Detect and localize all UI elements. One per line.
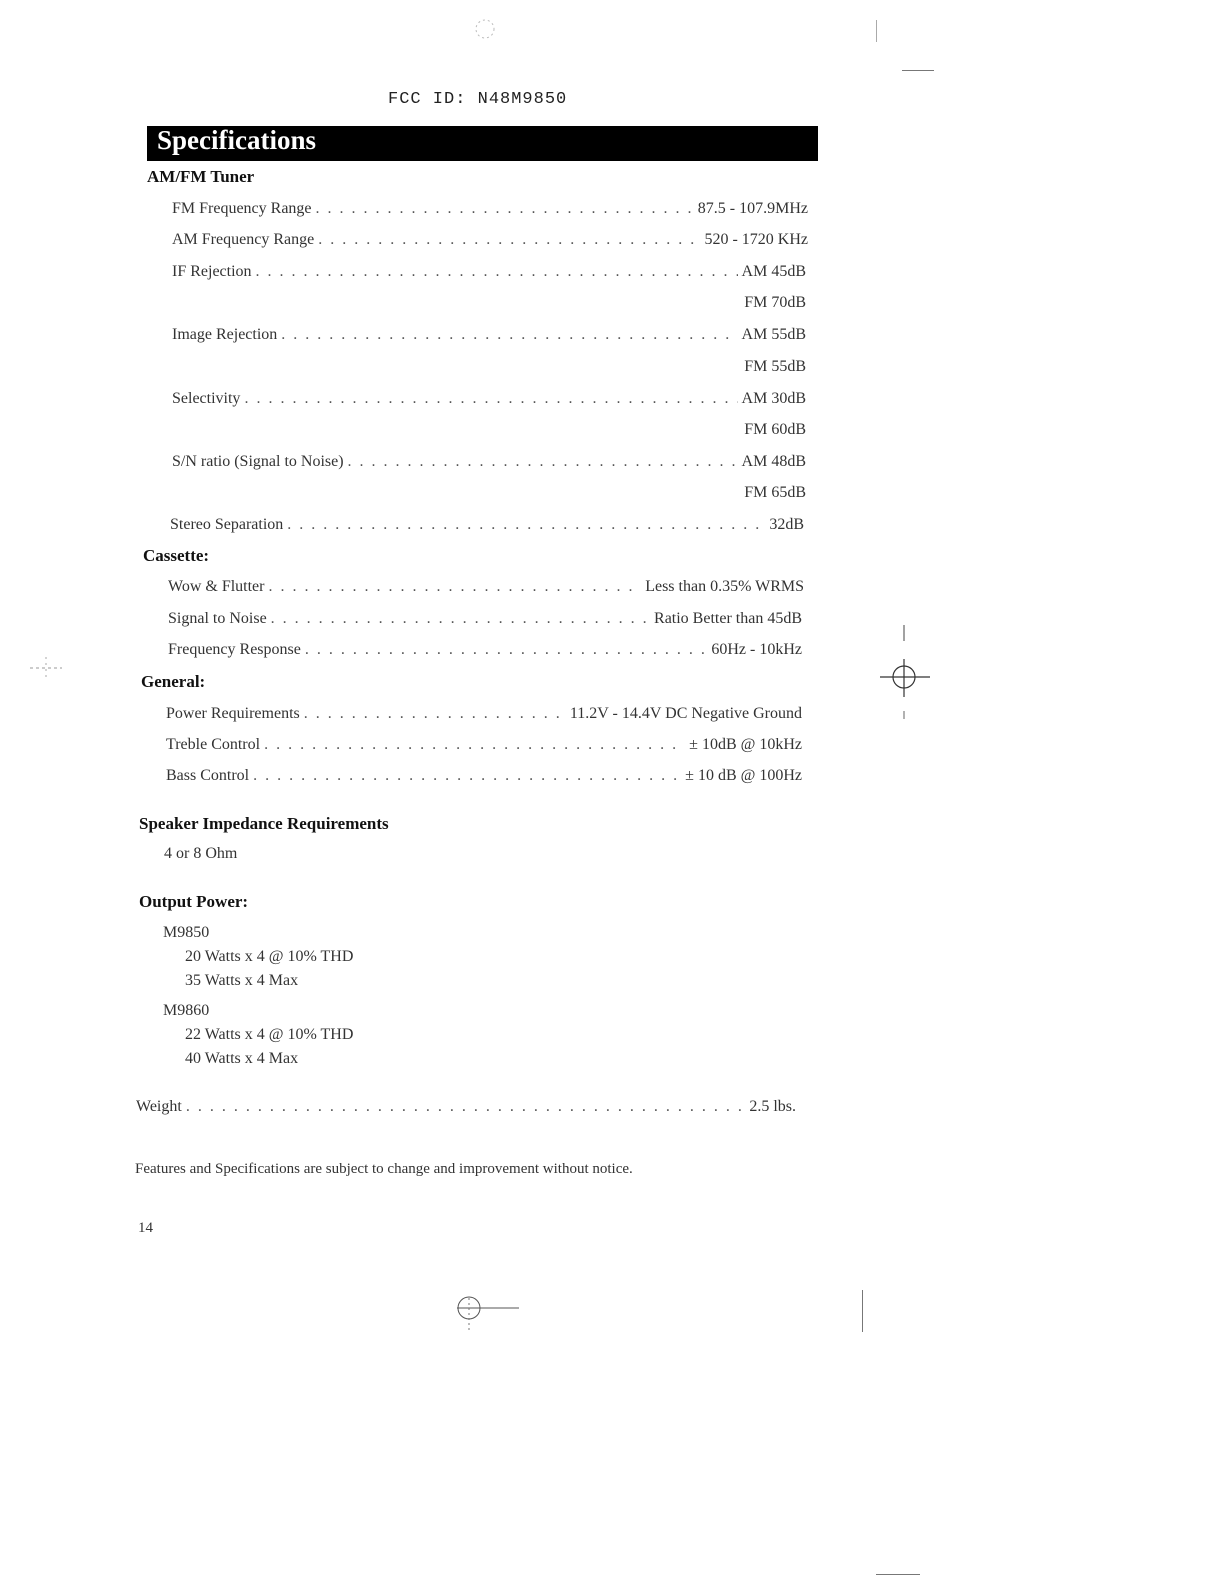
leader-dots (305, 641, 708, 659)
leader-dots (348, 453, 738, 471)
leader-dots (244, 390, 737, 408)
spec-row (168, 610, 802, 628)
section-heading-general: General: (141, 672, 206, 691)
leader-dots (186, 1098, 746, 1116)
leader-dots (256, 263, 738, 281)
spec-row (172, 326, 806, 344)
spec-row (172, 200, 808, 218)
spec-value: 60Hz - 10kHz (711, 641, 802, 658)
section-heading-output-power: Output Power: (139, 892, 249, 911)
registration-mark-icon (28, 655, 64, 681)
spec-value: ± 10 dB @ 100Hz (685, 767, 802, 784)
spec-value: Less than 0.35% WRMS (645, 578, 804, 595)
fcc-id: FCC ID: N48M9850 (388, 90, 568, 109)
registration-mark-icon (455, 1290, 521, 1334)
section-heading-cassette: Cassette: (143, 546, 210, 565)
spec-label: AM Frequency Range (172, 231, 315, 248)
spec-row-weight (136, 1098, 796, 1116)
spec-label: Frequency Response (168, 641, 301, 658)
output-line: 22 Watts x 4 @ 10% THD (185, 1026, 354, 1043)
leader-dots (268, 578, 641, 596)
spec-value-continued: FM 55dB (744, 358, 806, 375)
spec-label: IF Rejection (172, 263, 252, 280)
spec-row (166, 705, 802, 723)
output-line: 40 Watts x 4 Max (185, 1050, 299, 1067)
spec-label: Selectivity (172, 390, 241, 407)
spec-label: Wow & Flutter (168, 578, 265, 595)
output-line: 20 Watts x 4 @ 10% THD (185, 948, 354, 965)
title-bar (147, 126, 818, 161)
crop-mark (876, 1574, 920, 1575)
crop-mark (862, 1290, 863, 1332)
spec-row (172, 453, 806, 471)
spec-label: Power Requirements (166, 705, 300, 722)
leader-dots (264, 736, 685, 754)
leader-dots (271, 610, 650, 628)
spec-row (168, 641, 802, 659)
spec-value: 32dB (769, 516, 804, 533)
model-name: M9850 (163, 924, 210, 941)
spec-value-continued: FM 60dB (744, 421, 806, 438)
spec-value: 520 - 1720 KHz (704, 231, 808, 248)
spec-label: Stereo Separation (170, 516, 284, 533)
spec-label: Image Rejection (172, 326, 278, 343)
leader-dots (253, 767, 681, 785)
section-heading-speaker: Speaker Impedance Requirements (139, 814, 389, 833)
section-heading-am-fm: AM/FM Tuner (147, 167, 255, 186)
spec-value: 87.5 - 107.9MHz (697, 200, 808, 217)
spec-row (172, 390, 806, 408)
output-line: 35 Watts x 4 Max (185, 972, 299, 989)
spec-label: Bass Control (166, 767, 250, 784)
footer-note: Features and Specifications are subject to change and improvement without notice. (135, 1161, 633, 1177)
spec-label: Signal to Noise (168, 610, 267, 627)
speaker-impedance-value: 4 or 8 Ohm (164, 845, 238, 862)
spec-value: ± 10dB @ 10kHz (689, 736, 802, 753)
spec-label: S/N ratio (Signal to Noise) (172, 453, 344, 470)
spec-value: AM 55dB (741, 326, 806, 343)
registration-mark-icon (470, 14, 500, 44)
leader-dots (304, 705, 566, 723)
page-title: Specifications (157, 125, 316, 155)
spec-value-continued: FM 65dB (744, 484, 806, 501)
spec-value: Ratio Better than 45dB (654, 610, 802, 627)
spec-row (170, 516, 804, 534)
registration-mark-icon (880, 625, 932, 720)
leader-dots (287, 516, 765, 534)
spec-value: AM 48dB (741, 453, 806, 470)
spec-label: Weight (136, 1098, 182, 1115)
spec-label: FM Frequency Range (172, 200, 312, 217)
spec-value: AM 30dB (741, 390, 806, 407)
crop-mark (902, 70, 934, 71)
spec-row (168, 578, 804, 596)
spec-row (166, 736, 802, 754)
leader-dots (318, 231, 700, 249)
spec-value: AM 45dB (741, 263, 806, 280)
page-number: 14 (138, 1220, 153, 1236)
model-name: M9860 (163, 1002, 210, 1019)
spec-value: 11.2V - 14.4V DC Negative Ground (569, 705, 802, 722)
leader-dots (316, 200, 694, 218)
leader-dots (281, 326, 737, 344)
spec-row (172, 231, 808, 249)
spec-row (166, 767, 802, 785)
spec-row (172, 263, 806, 281)
spec-value-continued: FM 70dB (744, 294, 806, 311)
spec-value: 2.5 lbs. (749, 1098, 796, 1115)
crop-mark (876, 20, 877, 42)
spec-label: Treble Control (166, 736, 261, 753)
